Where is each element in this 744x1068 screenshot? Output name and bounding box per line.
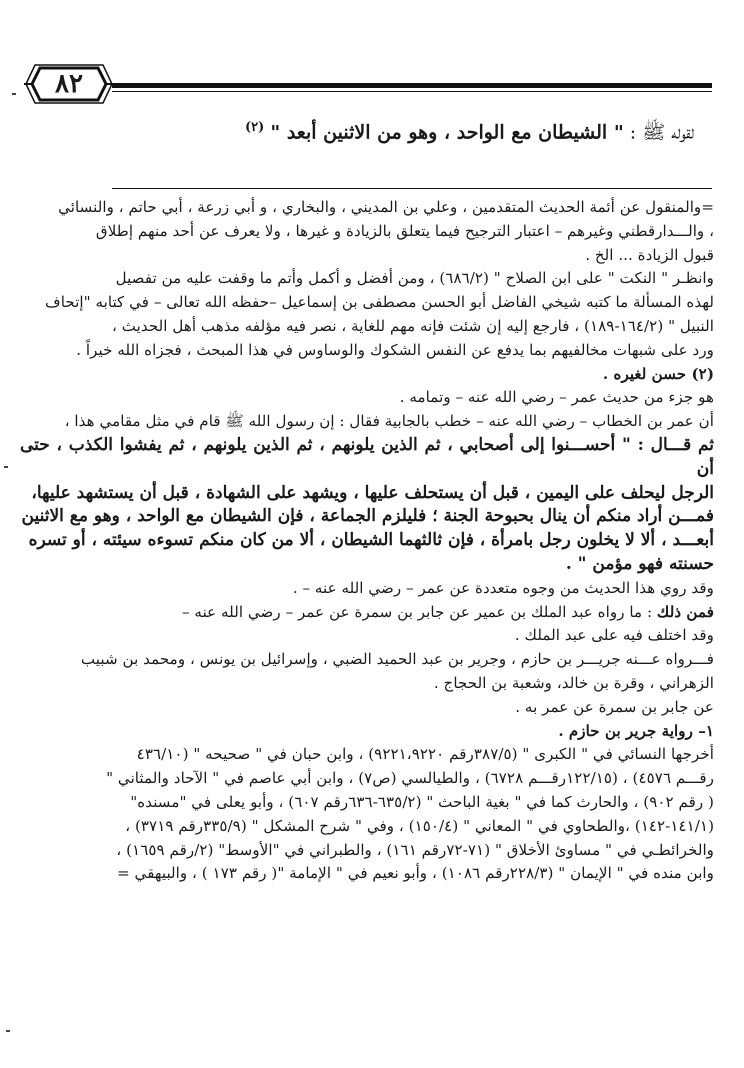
text-line: أبعـــد ، ألا لا يخلون رجل بامرأة ، فإن ثالثهما الشيطان ، ألا من كان منكم تسوءه سيئته ، أو تسره (28, 530, 714, 551)
page-number: ٨٢ (55, 69, 83, 99)
text-line: وانظـر " النكت " على ابن الصلاح " (٦٨٦/٢) ، ومن أفضل و أكمل وأتم ما وقفت عليه من تفصيل (115, 269, 714, 288)
text-line: =والمنقول عن أئمة الحديث المتقدمين ، وعلي بن المديني ، والبخاري ، و أبي زرعة ، أبي حاتم ، والنسائي (58, 198, 714, 216)
text-line: لهذه المسألة ما كتبه شيخي الفاضل أبو الحسن مصطفى بن إسماعيل –حفظه الله تعالى – في كتابه "إتحاف (45, 293, 714, 312)
text-line: والخرائطـي في " مساوئ الأخلاق " (٧١-٧٢رقم ١٦١) ، والطبراني في "الأوسط" (٢/رقم ١٦٥٩) ، (116, 840, 714, 859)
text-line: هو جزء من حديث عمر – رضي الله عنه – وتمامه . (399, 388, 714, 407)
text-line: (١٤١/١-١٤٢) ،والطحاوي في " المعاني " (١٥٠/٤) ، وفي " شرح المشكل " (٣٣٥/٩رقم ٣٧١٩) ، (125, 816, 714, 835)
text-line: وقد اختلف فيه على عبد الملك . (514, 626, 714, 645)
page-number-badge (22, 62, 116, 106)
line-rest: : ما رواه عبد الملك بن عمير عن جابر بن سمرة عن عمر – رضي الله عنه – (182, 602, 657, 621)
text-line: فمـــن أراد منكم أن ينال بحبوحة الجنة ؛ فليلزم الجماعة ، فإن الشيطان مع الواحد ، وهو مع الاثنين (21, 506, 714, 527)
text-line: أن عمر بن الخطاب – رضي الله عنه – خطب بالجابية فقال : إن رسول الله ﷺ قام في مثل مقامي هذا ، (64, 412, 714, 431)
text-line: ( رقم ٩٠٢) ، والحارث كما في " بغية الباحث " (٦٣٥/٢-٦٣٦رقم ٦٠٧) ، وأبو يعلى في "مسنده" (130, 792, 714, 811)
text-line: ، والـــدارقطني وغيرهم – اعتبار الترجيح فيما يتعلق بالزيادة و غيرها ، ولا يعرف عن أحد منهم إطلاق (95, 221, 714, 240)
lead-phrase: فمن ذلك (656, 602, 714, 621)
text-line: قبول الزيادة ... الخ . (585, 245, 714, 264)
header-rule-thin (112, 91, 712, 92)
edge-mark (6, 1030, 10, 1032)
text-line: عن جابر بن سمرة عن عمر به . (515, 697, 714, 716)
text-line: ثم قـــال : " أحســـنوا إلى أصحابي ، ثم الذين يلونهم ، ثم الذين يلونهم ، ثم يفشوا الكذب ، حتى أن (20, 434, 714, 479)
text-line: الرجل ليحلف على اليمين ، قبل أن يستحلف عليها ، ويشهد على الشهادة ، قبل أن يستشهد عليها، (31, 482, 714, 503)
text-line: حسنته فهو مؤمن " . (565, 553, 714, 574)
text-line (20, 601, 714, 625)
text-line: (٢) حسن لغيره . (602, 364, 714, 383)
chapter-title-quote: " الشيطان مع الواحد ، وهو من الاثنين أبعد " (270, 121, 624, 144)
edge-mark (4, 466, 8, 468)
text-line: ورد على شبهات مخالفيهم بما يدفع عن النفس الشكوك والوساوس في هذا المبحث ، فجزاه الله خيراً . (76, 340, 714, 359)
text-line: أخرجها النسائي في " الكبرى " (٣٨٧/٥رقم ٩٢٢١،٩٢٢٠) ، وابن حبان في " صحيحه " (٤٣٦/١٠ (136, 745, 714, 764)
text-line: وقد روي هذا الحديث من وجوه متعددة عن عمر – رضي الله عنه – . (292, 578, 714, 597)
footnote-separator (112, 188, 712, 189)
footnote-ref: (٢) (244, 120, 265, 135)
edge-mark (12, 93, 16, 95)
footnote-body (20, 196, 714, 886)
text-line: النبيل " (١٦٤/٢-١٨٩) ، فارجع إليه إن شئت فإنه مهم للغاية ، نصر فيه مؤلفه مذهب أهل الحديث ، (112, 316, 714, 335)
text-line: الزهراني ، وقرة بن خالد، وشعبة بن الحجاج . (433, 673, 714, 692)
text-line: رقـــم ٤٥٧٦) ، (١٢٢/١٥رقـــم ٦٧٢٨) ، والطيالسي (ص٧) ، وابن أبي عاصم في " الآحاد والمثاني " (106, 769, 714, 788)
header-rule (112, 83, 712, 88)
text-line: وابن منده في " الإيمان " (٢٢٨/٣رقم ١٠٨٦) ، وأبو نعيم في " الإمامة "( رقم ١٧٣ ) ، والبيهقي = (116, 864, 714, 883)
text-line: ١– رواية جرير بن حازم . (558, 721, 714, 740)
chapter-title (34, 114, 694, 146)
text-line: فـــرواه عـــنه جريـــر بن حازم ، وجرير بن عبد الحميد الضبي ، وإسرائيل بن يونس ، ومحمد بن شبيب (80, 650, 714, 669)
chapter-title-prefix: لقوله ﷺ : (623, 121, 694, 144)
